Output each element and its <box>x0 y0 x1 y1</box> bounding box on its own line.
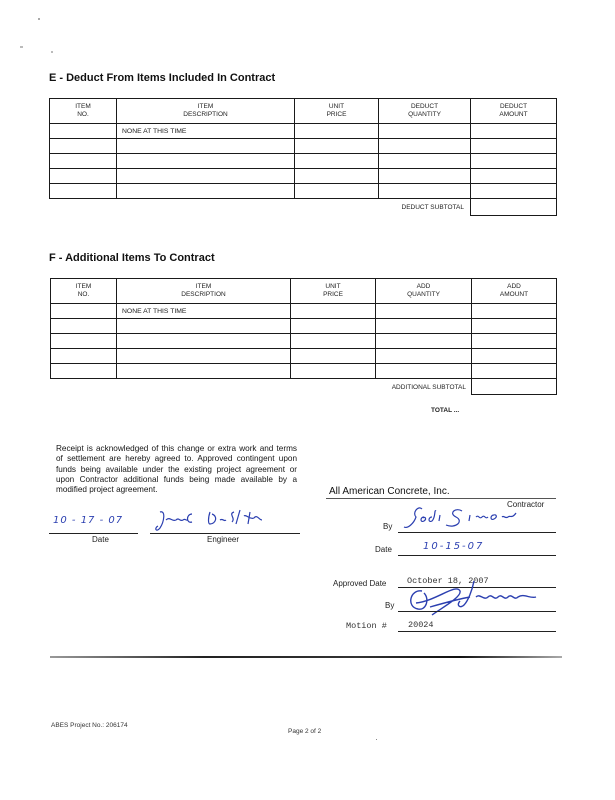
cell-description <box>117 334 291 349</box>
contractor-by-label: By <box>383 522 393 531</box>
cell-quantity <box>379 124 471 139</box>
cell-item-no <box>51 349 117 364</box>
motion-line <box>398 631 556 632</box>
contractor-date-handwritten: 10-15-07 <box>423 541 485 552</box>
cell-quantity <box>376 364 472 379</box>
company-line <box>326 498 556 499</box>
cell-unit-price <box>295 169 379 184</box>
motion-number: 20024 <box>408 620 434 630</box>
date-label: Date <box>92 535 109 544</box>
cell-amount <box>471 154 557 169</box>
cell-item-no <box>51 364 117 379</box>
horizontal-divider <box>50 656 562 658</box>
approved-by-label: By <box>385 601 395 610</box>
deduct-subtotal-label: DEDUCT SUBTOTAL <box>401 204 464 211</box>
cell-description: NONE AT THIS TIME <box>117 304 291 319</box>
cell-description <box>117 139 295 154</box>
header-item-description: ITEM DESCRIPTION <box>117 279 291 304</box>
engineer-signature <box>152 508 272 534</box>
header-add-quantity: ADD QUANTITY <box>376 279 472 304</box>
cell-item-no <box>50 124 117 139</box>
engineer-label: Engineer <box>207 535 240 544</box>
scan-artifact <box>38 18 40 20</box>
cell-amount <box>472 349 557 364</box>
cell-description: NONE AT THIS TIME <box>117 124 295 139</box>
table-row <box>50 139 557 154</box>
scan-artifact <box>376 739 377 740</box>
cell-unit-price <box>295 124 379 139</box>
header-item-no: ITEM NO. <box>50 99 117 124</box>
contractor-label: Contractor <box>507 500 545 509</box>
table-header-row <box>51 279 557 304</box>
acknowledgement-text: Receipt is acknowledged of this change or extra work and terms of settlement are hereby agreed to. Approved contingent upon funds being available under the existing project agreement or upon Contractor additional funds being made available by a modified project agreement. <box>56 444 297 495</box>
cell-amount <box>471 124 557 139</box>
cell-unit-price <box>291 334 376 349</box>
cell-description <box>117 154 295 169</box>
table-header-row <box>50 99 557 124</box>
cell-amount <box>472 304 557 319</box>
motion-label: Motion # <box>346 621 387 631</box>
cell-item-no <box>51 304 117 319</box>
additional-subtotal-label: ADDITIONAL SUBTOTAL <box>391 384 466 391</box>
cell-item-no <box>50 154 117 169</box>
table-row <box>51 304 557 319</box>
date-signature-line <box>49 533 138 534</box>
table-row <box>51 319 557 334</box>
cell-description <box>117 349 291 364</box>
header-deduct-amount: DEDUCT AMOUNT <box>471 99 557 124</box>
scan-artifact <box>20 46 23 48</box>
engineer-signature-scribble <box>152 508 272 534</box>
cell-amount <box>471 184 557 199</box>
cell-description <box>117 184 295 199</box>
table-row <box>50 169 557 184</box>
cell-amount <box>472 319 557 334</box>
cell-item-no <box>51 319 117 334</box>
cell-unit-price <box>291 349 376 364</box>
cell-quantity <box>379 139 471 154</box>
cell-quantity <box>376 319 472 334</box>
approved-date-label: Approved Date <box>333 579 387 588</box>
contractor-signature <box>402 505 552 535</box>
section-f-title: F - Additional Items To Contract <box>49 252 215 264</box>
cell-unit-price <box>295 154 379 169</box>
cell-item-no <box>50 139 117 154</box>
additional-items-table <box>50 278 557 379</box>
contractor-signature-scribble <box>402 505 552 535</box>
page-number: Page 2 of 2 <box>288 728 322 735</box>
approved-by-line <box>398 611 556 612</box>
cell-amount <box>472 334 557 349</box>
cell-description <box>117 319 291 334</box>
header-item-description: ITEM DESCRIPTION <box>117 99 295 124</box>
header-item-no: ITEM NO. <box>51 279 117 304</box>
cell-quantity <box>376 334 472 349</box>
project-number-value: 206174 <box>105 722 128 729</box>
cell-description <box>117 169 295 184</box>
project-number-footer <box>51 722 128 729</box>
section-e-title: E - Deduct From Items Included In Contract <box>49 72 276 84</box>
cell-quantity <box>376 349 472 364</box>
cell-item-no <box>50 169 117 184</box>
cell-unit-price <box>291 364 376 379</box>
cell-quantity <box>379 154 471 169</box>
cell-quantity <box>379 169 471 184</box>
cell-quantity <box>376 304 472 319</box>
deduct-items-table <box>49 98 557 199</box>
table-row <box>50 154 557 169</box>
scan-artifact <box>51 51 53 53</box>
contractor-date-label: Date <box>375 545 392 554</box>
cell-unit-price <box>295 184 379 199</box>
cell-quantity <box>379 184 471 199</box>
additional-subtotal-box <box>471 376 557 395</box>
deduct-subtotal-box <box>470 198 557 216</box>
cell-description <box>117 364 291 379</box>
header-deduct-quantity: DEDUCT QUANTITY <box>379 99 471 124</box>
approved-date-value: October 18, 2007 <box>407 576 489 586</box>
cell-item-no <box>51 334 117 349</box>
table-row <box>51 334 557 349</box>
table-row <box>50 184 557 199</box>
table-row <box>51 349 557 364</box>
total-label: TOTAL ... <box>431 407 460 414</box>
cell-unit-price <box>295 139 379 154</box>
engineer-date-handwritten: 10 - 17 - 07 <box>53 515 124 526</box>
contractor-by-line <box>398 532 556 533</box>
contractor-date-line <box>398 555 556 556</box>
header-unit-price: UNIT PRICE <box>291 279 376 304</box>
cell-unit-price <box>291 304 376 319</box>
project-number-label: ABES Project No.: <box>51 722 105 729</box>
header-unit-price: UNIT PRICE <box>295 99 379 124</box>
cell-amount <box>471 169 557 184</box>
table-row <box>50 124 557 139</box>
cell-unit-price <box>291 319 376 334</box>
header-add-amount: ADD AMOUNT <box>472 279 557 304</box>
engineer-signature-line <box>150 533 300 534</box>
contractor-company-name: All American Concrete, Inc. <box>329 486 450 497</box>
cell-amount <box>471 139 557 154</box>
cell-item-no <box>50 184 117 199</box>
